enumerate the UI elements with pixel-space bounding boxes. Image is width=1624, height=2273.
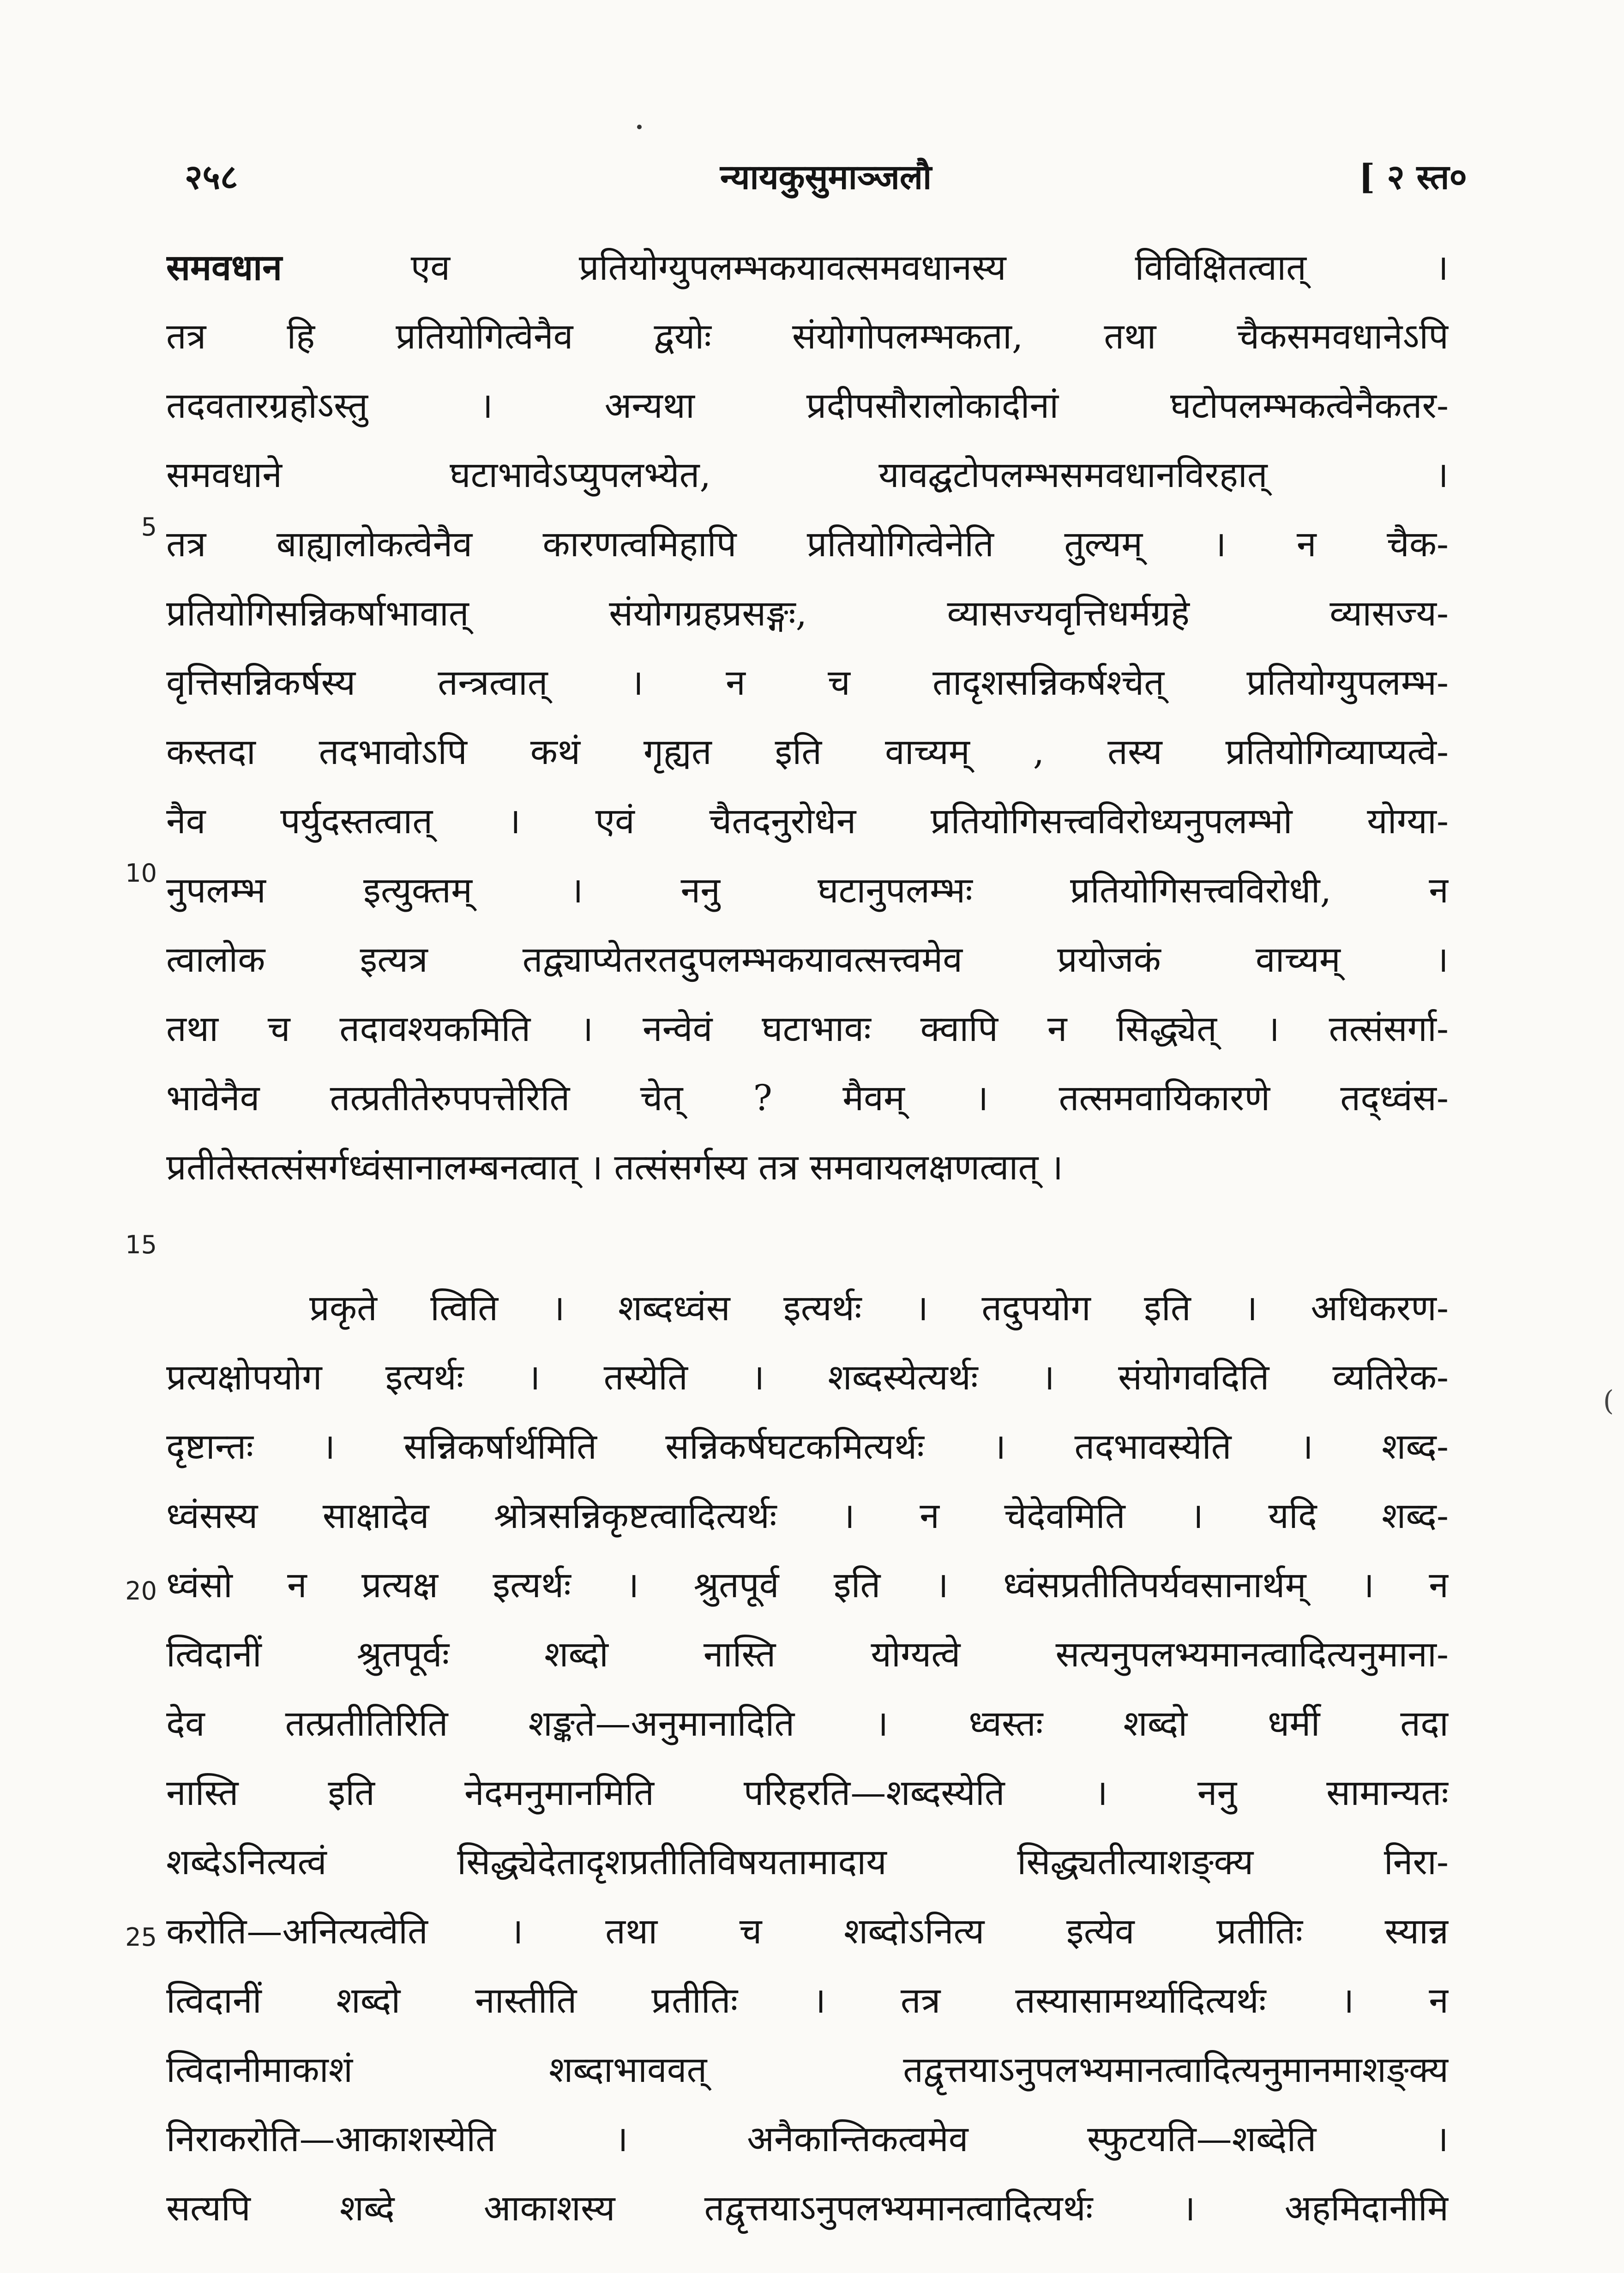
text-line: समवधाने घटाभावेऽप्युपलभ्येत, यावद्घटोपलम्भसमवधानविरहात् । <box>166 455 1449 496</box>
ink-speck <box>637 125 642 129</box>
page-number: २५८ <box>185 157 238 197</box>
line-number: 15 <box>125 1230 157 1259</box>
text-line: प्रतीतेस्तत्संसर्गध्वंसानालम्बनत्वात् । तत्संसर्गस्य तत्र समवायलक्षणत्वात् । <box>166 1147 1064 1188</box>
commentary-line: त्विदानीमाकाशं शब्दाभाववत् तद्वृत्तयाऽनुपलभ्यमानत्वादित्यनुमानमाशङ्क्य <box>166 2050 1449 2091</box>
text-line: त्वालोक इत्यत्र तद्व्याप्येतरतदुपलम्भकयावत्सत्त्वमेव प्रयोजकं वाच्यम् । <box>166 939 1449 980</box>
margin-mark: ( <box>1603 1385 1614 1417</box>
text-line: भावेनैव तत्प्रतीतेरुपपत्तेरिति चेत् ? मैवम् । तत्समवायिकारणे तद्ध्वंस- <box>166 1078 1449 1119</box>
commentary-line: सत्यपि शब्दे आकाशस्य तद्वृत्तयाऽनुपलभ्यमानत्वादित्यर्थः । अहमिदानीमि <box>166 2188 1449 2229</box>
line-number: 25 <box>125 1923 157 1952</box>
commentary-line: निराकरोति—आकाशस्येति । अनैकान्तिकत्वमेव स्फुटयति—शब्देति । <box>166 2119 1449 2160</box>
text-line: तदवतारग्रहोऽस्तु । अन्यथा प्रदीपसौरालोकादीनां घटोपलम्भकत्वेनैकतर- <box>166 385 1449 427</box>
commentary-line: त्विदानीं शब्दो नास्तीति प्रतीतिः । तत्र तस्यासामर्थ्यादित्यर्थः । न <box>166 1980 1449 2021</box>
text-line: समवधान एव प्रतियोग्युपलम्भकयावत्समवधानस्य विविक्षितत्वात् । <box>166 247 1449 289</box>
section-marker: [ २ स्त० <box>1359 157 1467 197</box>
commentary-line: त्विदानीं श्रुतपूर्वः शब्दो नास्ति योग्यत्वे सत्यनुपलभ्यमानत्वादित्यनुमाना- <box>166 1634 1449 1675</box>
text-line: तत्र हि प्रतियोगित्वेनैव द्वयोः संयोगोपलम्भकता, तथा चैकसमवधानेऽपि <box>166 316 1449 357</box>
text-line: नुपलम्भ इत्युक्तम् । ननु घटानुपलम्भः प्रतियोगिसत्त्वविरोधी, न <box>166 870 1449 911</box>
line-number: 5 <box>141 512 157 541</box>
text-line: तथा च तदावश्यकमिति । नन्वेवं घटाभावः क्वापि न सिद्ध्येत् । तत्संसर्गा- <box>166 1009 1449 1050</box>
commentary-line: ध्वंसो न प्रत्यक्ष इत्यर्थः । श्रुतपूर्व इति । ध्वंसप्रतीतिपर्यवसानार्थम् । न <box>166 1565 1449 1606</box>
running-title: न्यायकुसुमाञ्जलौ <box>720 157 932 197</box>
commentary-line: नास्ति इति नेदमनुमानमिति परिहरति—शब्दस्येति । ननु सामान्यतः <box>166 1773 1449 1814</box>
text-line: प्रतियोगिसन्निकर्षाभावात् संयोगग्रहप्रसङ्गः, व्यासज्यवृत्तिधर्मग्रहे व्यासज्य- <box>166 593 1449 634</box>
body-text <box>166 233 1449 2243</box>
commentary-line: प्रत्यक्षोपयोग इत्यर्थः । तस्येति । शब्दस्येत्यर्थः । संयोगवदिति व्यतिरेक- <box>166 1357 1449 1398</box>
paragraph-gap <box>166 1203 1449 1274</box>
text-line: तत्र बाह्यालोकत्वेनैव कारणत्वमिहापि प्रतियोगित्वेनेति तुल्यम् । न चैक- <box>166 524 1449 565</box>
page-header <box>185 138 1467 198</box>
commentary-line: प्रकृते त्विति । शब्दध्वंस इत्यर्थः । तदुपयोग इति । अधिकरण- <box>309 1288 1449 1329</box>
commentary-line: करोति—अनित्यत्वेति । तथा च शब्दोऽनित्य इत्येव प्रतीतिः स्यान्न <box>166 1911 1449 1952</box>
commentary-line: दृष्टान्तः । सन्निकर्षार्थमिति सन्निकर्षघटकमित्यर्थः । तदभावस्येति । शब्द- <box>166 1426 1449 1467</box>
commentary-line: ध्वंसस्य साक्षादेव श्रोत्रसन्निकृष्टत्वादित्यर्थः । न चेदेवमिति । यदि शब्द- <box>166 1496 1449 1537</box>
text-line: वृत्तिसन्निकर्षस्य तन्त्रत्वात् । न च तादृशसन्निकर्षश्चेत् प्रतियोग्युपलम्भ- <box>166 662 1449 704</box>
commentary-line: शब्देऽनित्यत्वं सिद्ध्येदेतादृशप्रतीतिविषयतामादाय सिद्ध्यतीत्याशङ्क्य निरा- <box>166 1842 1449 1883</box>
text-line: कस्तदा तदभावोऽपि कथं गृह्यत इति वाच्यम् , तस्य प्रतियोगिव्याप्यत्वे- <box>166 732 1449 773</box>
text-line: नैव पर्युदस्तत्वात् । एवं चैतदनुरोधेन प्रतियोगिसत्त्वविरोध्यनुपलम्भो योग्या- <box>166 801 1449 842</box>
line-number: 20 <box>125 1576 157 1606</box>
line-number: 10 <box>125 859 157 888</box>
commentary-line: देव तत्प्रतीतिरिति शङ्कते—अनुमानादिति । ध्वस्तः शब्दो धर्मी तदा <box>166 1703 1449 1744</box>
